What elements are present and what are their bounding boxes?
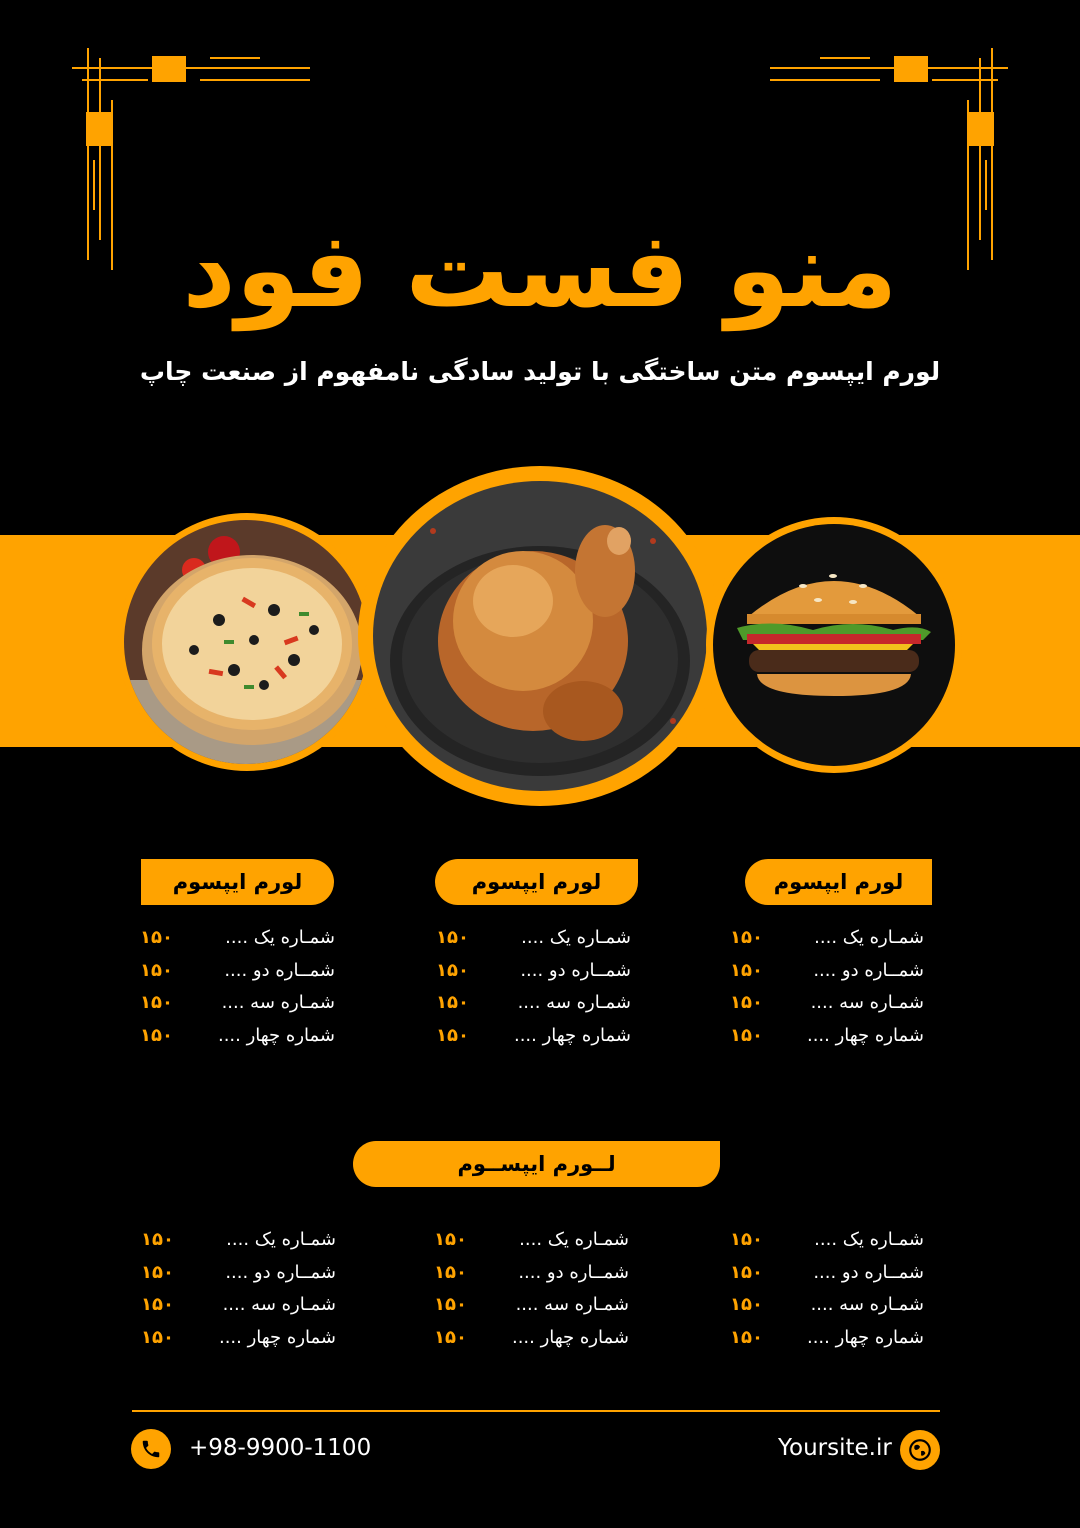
item-name: شماره چهار ....: [218, 1326, 336, 1348]
item-price: ۱۵۰: [436, 1024, 469, 1046]
item-price: ۱۵۰: [730, 1024, 763, 1046]
item-price: ۱۵۰: [730, 1294, 763, 1315]
menu-item: [730, 1258, 924, 1291]
item-name: شمــاره دو ....: [813, 1261, 924, 1283]
menu-item: [141, 1290, 336, 1323]
item-price: ۱۵۰: [140, 927, 173, 948]
item-name: شمــاره دو ....: [520, 959, 631, 981]
item-name: شمـاره سه ....: [515, 1294, 629, 1315]
item-price: ۱۵۰: [434, 1294, 467, 1315]
item-price: ۱۵۰: [434, 1261, 467, 1283]
item-name: شمـاره یک ....: [519, 1229, 629, 1250]
menu-item: [140, 923, 335, 956]
menu-item: [730, 1225, 924, 1258]
item-name: شمــاره دو ....: [224, 959, 335, 981]
item-price: ۱۵۰: [436, 927, 469, 948]
item-price: ۱۵۰: [141, 1326, 174, 1348]
item-price: ۱۵۰: [141, 1294, 174, 1315]
item-name: شماره چهار ....: [513, 1024, 631, 1046]
menu-column-top-left: [140, 923, 335, 1053]
menu-item: [434, 1225, 629, 1258]
item-price: ۱۵۰: [730, 1261, 763, 1283]
menu-column-top-right: [730, 923, 924, 1053]
menu-item: [730, 988, 924, 1021]
item-price: ۱۵۰: [140, 1024, 173, 1046]
item-price: ۱۵۰: [141, 1261, 174, 1283]
menu-title: منو فست فود: [182, 209, 898, 331]
menu-item: [140, 1021, 335, 1054]
menu-item: [434, 1323, 629, 1356]
item-name: شمــاره دو ....: [813, 959, 924, 981]
menu-item: [730, 1323, 924, 1356]
item-name: شمـاره سه ....: [810, 992, 924, 1013]
menu-column-top-center: [436, 923, 631, 1053]
item-price: ۱۵۰: [730, 959, 763, 981]
section-heading-right: لورم ایپسوم: [745, 859, 932, 905]
burger-photo: [713, 524, 955, 766]
phone-icon: [131, 1429, 171, 1469]
item-price: ۱۵۰: [140, 959, 173, 981]
menu-item: [436, 956, 631, 989]
item-name: شمـاره یک ....: [814, 1229, 924, 1250]
item-price: ۱۵۰: [140, 992, 173, 1013]
item-name: شمـاره یک ....: [521, 927, 631, 948]
item-price: ۱۵۰: [730, 1229, 763, 1250]
item-name: شمــاره دو ....: [518, 1261, 629, 1283]
item-price: ۱۵۰: [730, 927, 763, 948]
item-price: ۱۵۰: [730, 1326, 763, 1348]
item-name: شمـاره یک ....: [226, 1229, 336, 1250]
item-name: شمـاره سه ....: [221, 992, 335, 1013]
pizza-photo: [124, 520, 368, 764]
section-heading-center: لورم ایپسوم: [435, 859, 638, 905]
item-price: ۱۵۰: [436, 992, 469, 1013]
item-name: شمـاره سه ....: [222, 1294, 336, 1315]
item-name: شماره چهار ....: [806, 1326, 924, 1348]
item-name: شمـاره سه ....: [810, 1294, 924, 1315]
roast-chicken-photo: [373, 481, 707, 791]
menu-column-bottom-center: [434, 1225, 629, 1355]
menu-item: [436, 988, 631, 1021]
menu-item: [141, 1225, 336, 1258]
item-name: شماره چهار ....: [806, 1024, 924, 1046]
menu-item: [434, 1290, 629, 1323]
menu-item: [434, 1258, 629, 1291]
menu-item: [141, 1258, 336, 1291]
menu-item: [140, 956, 335, 989]
item-price: ۱۵۰: [436, 959, 469, 981]
phone-number[interactable]: +98-9900-1100: [189, 1435, 372, 1461]
menu-item: [140, 988, 335, 1021]
item-price: ۱۵۰: [434, 1326, 467, 1348]
menu-item: [436, 1021, 631, 1054]
item-name: شمـاره یک ....: [814, 927, 924, 948]
menu-subtitle: لورم ایپسوم متن ساختگی با تولید سادگی نامفهوم از صنعت چاپ: [139, 357, 941, 386]
item-name: شمـاره سه ....: [517, 992, 631, 1013]
item-name: شماره چهار ....: [511, 1326, 629, 1348]
section-heading-left: لورم ایپسوم: [141, 859, 334, 905]
globe-icon: [900, 1430, 940, 1470]
menu-item: [730, 923, 924, 956]
menu-item: [730, 956, 924, 989]
item-price: ۱۵۰: [141, 1229, 174, 1250]
menu-item: [436, 923, 631, 956]
section-heading-bottom: لــورم ایپســوم: [353, 1141, 720, 1187]
item-price: ۱۵۰: [434, 1229, 467, 1250]
footer-divider: [132, 1410, 940, 1412]
website-link[interactable]: Yoursite.ir: [778, 1435, 892, 1461]
item-name: شماره چهار ....: [217, 1024, 335, 1046]
menu-column-bottom-right: [730, 1225, 924, 1355]
item-name: شمــاره دو ....: [225, 1261, 336, 1283]
item-price: ۱۵۰: [730, 992, 763, 1013]
menu-item: [730, 1290, 924, 1323]
menu-item: [141, 1323, 336, 1356]
menu-item: [730, 1021, 924, 1054]
menu-column-bottom-left: [141, 1225, 336, 1355]
item-name: شمـاره یک ....: [225, 927, 335, 948]
